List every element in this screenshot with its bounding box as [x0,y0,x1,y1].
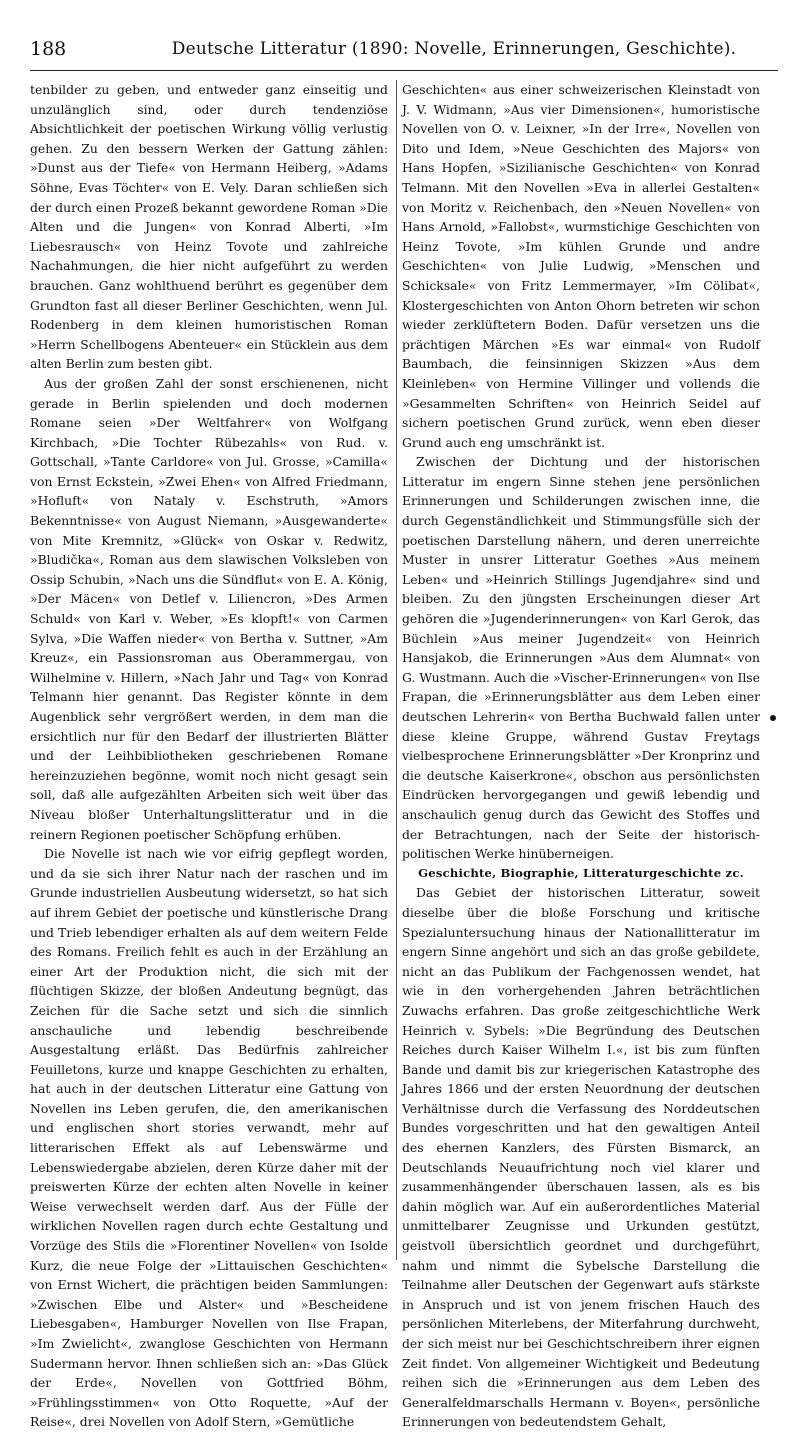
running-title: Deutsche Litteratur (1890: Novelle, Erinnerungen, Geschichte). [171,39,737,59]
paragraph: Das Gebiet der historischen Litteratur, soweit dieselbe über die bloße Forschung und kritische Spezialuntersuchung hinaus der Nationallitteratur im engern Sinne angehört und sich an das große gebildete, nicht an das Publikum der Fachgenossen wendet, hat wie in den vorhergehenden Jahren beträchtlichen Zuwachs erfahren. Das große zeitgeschichtliche Werk Heinrich v. Sybels: »Die Begründung des Deutschen Reiches durch Kaiser Wilhelm I.«, ist bis zum fünften Bande und damit bis zur kriegerischen Katastrophe des Jahres 1866 und der ersten Neuordnung der deutschen Verhältnisse durch die Verfassung des Norddeutschen Bundes vorgeschritten und hat den gewaltigen Anteil des ehernen Kanzlers, des Fürsten Bismarck, an Deutschlands Neuaufrichtung noch viel klarer und zusammenhängender überschauen lassen, als es bis dahin möglich war. Auf ein außerordentliches Material unmittelbarer Zeugnisse und Urkunden gestützt, geistvoll übersichtlich geordnet und durchgeführt, nahm und nimmt die Sybelsche Darstellung die Teilnahme aller Deutschen der Gegenwart aufs stärkste in Anspruch und ist von jenem frischen Hauch des persönlichen Miterlebens, der Miterfahrung durchweht, der sich meist nur bei Geschichtschreibern ihrer eignen Zeit findet. Von allgemeiner Wichtigkeit und Bedeutung reihen sich die »Erinnerungen aus dem Leben des Generalfeldmarschalls Hermann v. Boyen«, persönliche Erinnerungen von bedeutendstem Gehalt, [402,885,760,1430]
page-header [30,36,778,71]
right-column [402,80,760,1430]
section-heading: Geschichte, Biographie, Litteraturgeschichte zc. [418,865,744,880]
page-number: 188 [30,38,67,60]
column-divider [396,80,397,1260]
margin-mark [770,715,776,721]
paragraph: Zwischen der Dichtung und der historischen Litteratur im engern Sinne stehen jene persönlichen Erinnerungen und Schilderungen zwischen inne, die durch Gegenständlichkeit und Stimmungsfülle sich der poetischen Darstellung nähern, und deren unerreichte Muster in unsrer Litteratur Goethes »Aus meinem Leben« und »Heinrich Stillings Jugendjahre« sind und bleiben. Zu den jüngsten Erscheinungen dieser Art gehören die »Jugenderinnerungen« von Karl Gerok, das Büchlein »Aus meiner Jugendzeit« von Heinrich Hansjakob, die Erinnerungen »Aus dem Alumnat« von G. Wustmann. Auch die »Vischer-Erinnerungen« von Ilse Frapan, die »Erinnerungsblätter aus dem Leben einer deutschen Lehrerin« von Bertha Buchwald fallen unter diese kleine Gruppe, während Gustav Freytags vielbesprochene Erinnerungsblätter »Der Kronprinz und die deutsche Kaiserkrone«, obschon aus persönlichsten Eindrücken hervorgegangen und gewiß lebendig und anschaulich genug durch das Gewicht des Stoffes und der Betrachtungen, nach der Seite der historisch-politischen Werke hinüberneigen. [402,454,760,862]
left-column [30,80,388,1430]
paragraph: Aus der großen Zahl der sonst erschienenen, nicht gerade in Berlin spielenden und doch modernen Romane seien »Der Weltfahrer« von Wolfgang Kirchbach, »Die Tochter Rübezahls« von Rud. v. Gottschall, »Tante Carldore« von Jul. Grosse, »Camilla« von Ernst Eckstein, »Zwei Ehen« von Alfred Friedmann, »Hofluft« von Nataly v. Eschstruth, »Amors Bekenntnisse« von August Niemann, »Ausgewanderte« von Mite Kremnitz, »Glück« von Oskar v. Redwitz, »Bludička«, Roman aus dem slawischen Volksleben von Ossip Schubin, »Nach uns die Sündflut« von E. A. König, »Der Mäcen« von Detlef v. Liliencron, »Des Armen Schuld« von Karl v. Weber, »Es klopft!« von Carmen Sylva, »Die Waffen nieder« von Bertha v. Suttner, »Am Kreuz«, ein Passionsroman aus Oberammergau, von Wilhelmine v. Hillern, »Nach Jahr und Tag« von Konrad Telmann hier genannt. Das Register könnte in dem Augenblick sehr vergrößert werden, in dem man die ersichtlich nur für den Bedarf der illustrierten Blätter und der Leihbibliotheken geschriebenen Romane hereinzuziehen begönne, womit noch nicht gesagt sein soll, daß alle aufgezählten Arbeiten sich weit über das Niveau bloßer Unterhaltungslitteratur und in die reinern Regionen poetischer Schöpfung erhüben. [30,375,388,842]
paragraph: Die Novelle ist nach wie vor eifrig gepflegt worden, und da sie sich ihrer Natur nach der raschen und im Grunde industriellen Ausbeutung widersetzt, so hat sich auf ihrem Gebiet der poetische und künstlerische Drang und Trieb lebendiger erhalten als auf dem weitern Felde des Romans. Freilich fehlt es auch in der Erzählung an einer Art der Produktion nicht, die sich mit der flüchtigen Skizze, der bloßen Andeutung begnügt, das Zeichen für die Sache setzt und sich die sinnlich anschauliche und lebendig beschreibende Ausgestaltung erläßt. Das Bedürfnis zahlreicher Feuilletons, kurze und knappe Geschichten zu erhalten, hat auch in der deutschen Litteratur eine Gattung von Novellen ins Leben gerufen, die, den amerikanischen und englischen short stories verwandt, mehr auf litterarischen Effekt als auf Lebenswärme und Lebenswiedergabe abzielen, deren Kürze daher mit der preiswerten Kürze der echten alten Novelle in keiner Weise verwechselt werden darf. Aus der Fülle der wirklichen Novellen ragen durch echte Gestaltung und Vorzüge des Stils die »Florentiner Novellen« von Isolde Kurz, die neue Folge der »Littauischen Geschichten« von Ernst Wichert, die prächtigen beiden Sammlungen: »Zwischen Elbe und Alster« und »Bescheidene Liebesgaben«, Hamburger Novellen von Ilse Frapan, »Im Zwielicht«, zwanglose Geschichten von Hermann Sudermann hervor. Ihnen schließen sich an: »Das Glück der Erde«, Novellen von Gottfried Böhm, »Frühlingsstimmen« von Otto Roquette, »Auf der Reise«, drei Novellen von Adolf Stern, »Gemütliche [30,846,388,1430]
paragraph: Geschichten« aus einer schweizerischen Kleinstadt von J. V. Widmann, »Aus vier Dimensionen«, humoristische Novellen von O. v. Leixner, »In der Irre«, Novellen von Dito und Idem, »Neue Geschichten des Majors« von Hans Hopfen, »Sizilianische Geschichten« von Konrad Telmann. Mit den Novellen »Eva in allerlei Gestalten« von Moritz v. Reichenbach, den »Neuen Novellen« von Hans Arnold, »Fallobst«, wurmstichige Geschichten von Heinz Tovote, »Im kühlen Grunde und andre Geschichten« von Julie Ludwig, »Menschen und Schicksale« von Fritz Lemmermayer, »Im Cölibat«, Klostergeschichten von Anton Ohorn betreten wir schon wieder zerklüftetern Boden. Dafür versetzen uns die prächtigen Märchen »Es war einmal« von Rudolf Baumbach, die feinsinnigen Skizzen »Aus dem Kleinleben« von Hermine Villinger und vollends die »Gesammelten Schriften« von Heinrich Seidel auf sichern poetischen Grund zurück, wenn eben dieser Grund auch eng umschränkt ist. [402,82,760,450]
paragraph: tenbilder zu geben, und entweder ganz einseitig und unzulänglich sind, oder durch tendenziöse Absichtlichkeit der poetischen Wirkung völlig verlustig gehen. Zu den bessern Werken der Gattung zählen: »Dunst aus der Tiefe« von Hermann Heiberg, »Adams Söhne, Evas Töchter« von E. Vely. Daran schließen sich der durch einen Prozeß bekannt gewordene Roman »Die Alten und die Jungen« von Konrad Alberti, »Im Liebesrausch« von Heinz Tovote und zahlreiche Nachahmungen, die hier nicht aufgeführt zu werden brauchen. Ganz wohlthuend berührt es gegenüber dem Grundton fast all dieser Berliner Geschichten, wenn Jul. Rodenberg in dem kleinen humoristischen Roman »Herrn Schellbogens Abenteuer« ein Stücklein aus dem alten Berlin zum besten gibt. [30,82,388,372]
